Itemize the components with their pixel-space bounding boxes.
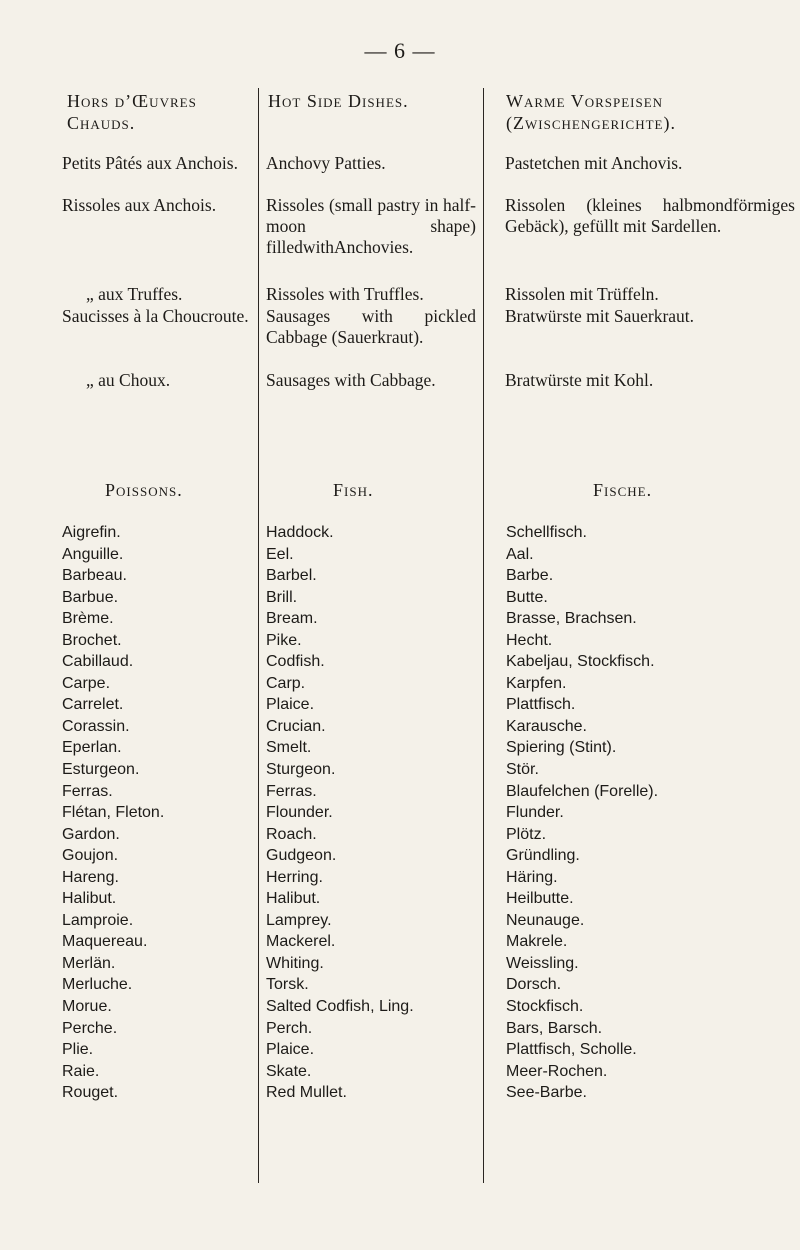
fish-french: Lamproie.: [62, 911, 134, 929]
fish-french: Barbue.: [62, 588, 119, 606]
fish-french: Merlän.: [62, 954, 116, 972]
fish-french: Ferras.: [62, 782, 113, 800]
dish-french: Petits Pâtés aux Anchois.: [62, 153, 238, 173]
fish-french: Barbeau.: [62, 567, 127, 585]
fish-english: Herring.: [266, 868, 323, 886]
column-divider: [258, 88, 259, 1183]
french-column-heading: Hors d’Œuvres Chauds.: [67, 91, 197, 133]
fish-french: Esturgeon.: [62, 761, 140, 779]
fish-french: Gardon.: [62, 825, 120, 843]
fish-german: Plattfisch, Scholle.: [506, 1041, 637, 1059]
fish-english: Gudgeon.: [266, 847, 337, 865]
fish-german: Dorsch.: [506, 976, 562, 994]
fish-english: Sturgeon.: [266, 761, 336, 779]
fish-german: Weissling.: [506, 954, 579, 972]
fish-french: Anguille.: [62, 545, 124, 563]
dish-english: Rissoles with Truffles.: [266, 284, 424, 304]
fish-english: Haddock.: [266, 524, 334, 541]
fish-french: Flétan, Fleton.: [62, 804, 165, 822]
fish-english: Halibut.: [266, 890, 321, 908]
dish-french: „ au Choux.: [86, 370, 171, 390]
fish-german: Kabeljau, Stockfisch.: [506, 653, 655, 671]
fish-heading-french: Poissons.: [105, 480, 183, 500]
fish-german: Schellfisch.: [506, 524, 587, 541]
fish-french: Plie.: [62, 1041, 94, 1059]
dish-english: Sausages with pickled Cabbage (Sauerkraut).: [266, 306, 476, 347]
fish-german: Stockfisch.: [506, 998, 584, 1016]
dish-german: Rissolen (kleines halbmondförmiges Gebäck), gefüllt mit Sardellen.: [505, 195, 795, 236]
fish-list-french: [62, 522, 254, 1104]
german-column-heading: Warme Vorspeisen (Zwischengerichte).: [506, 91, 676, 133]
fish-heading-german: Fische.: [593, 480, 653, 500]
fish-german: Barbe.: [506, 567, 554, 585]
fish-english: Perch.: [266, 1019, 313, 1037]
fish-french: Halibut.: [62, 890, 117, 908]
fish-german: Hecht.: [506, 631, 553, 649]
fish-english: Plaice.: [266, 696, 315, 714]
fish-french: Hareng.: [62, 868, 119, 886]
fish-list-german: [506, 522, 796, 1104]
fish-english: Skate.: [266, 1062, 312, 1080]
fish-french: Brème.: [62, 610, 114, 628]
fish-english: Salted Codfish, Ling.: [266, 998, 414, 1016]
fish-german: Butte.: [506, 588, 548, 606]
dish-english: Sausages with Cabbage.: [266, 370, 436, 390]
fish-english: Eel.: [266, 545, 294, 563]
fish-german: Brasse, Brachsen.: [506, 610, 637, 628]
fish-german: Flunder.: [506, 804, 564, 822]
fish-english: Flounder.: [266, 804, 333, 822]
dish-english: Rissoles (small pastry in half-moon shape) filledwithAnchovies.: [266, 195, 476, 257]
fish-german: Karausche.: [506, 717, 587, 735]
fish-french: Carrelet.: [62, 696, 124, 714]
fish-english: Torsk.: [266, 976, 309, 994]
fish-german: Makrele.: [506, 933, 568, 951]
dish-french: Saucisses à la Choucroute.: [62, 306, 249, 326]
fish-german: Heilbutte.: [506, 890, 574, 908]
fish-german: Spiering (Stint).: [506, 739, 617, 757]
fish-french: Carpe.: [62, 674, 111, 692]
fish-english: Smelt.: [266, 739, 312, 757]
fish-french: Goujon.: [62, 847, 119, 865]
fish-english: Brill.: [266, 588, 298, 606]
fish-english: Carp.: [266, 674, 306, 692]
fish-german: Meer-Rochen.: [506, 1062, 608, 1080]
english-column-heading: Hot Side Dishes.: [268, 91, 409, 111]
fish-english: Lamprey.: [266, 911, 332, 929]
dish-french: Rissoles aux Anchois.: [62, 195, 217, 215]
fish-german: Bars, Barsch.: [506, 1019, 603, 1037]
fish-english: Crucian.: [266, 717, 326, 735]
dish-german: Bratwürste mit Sauerkraut.: [505, 306, 695, 326]
dish-french: „ aux Truffes.: [86, 284, 183, 304]
dish-english: Anchovy Patties.: [266, 153, 386, 173]
fish-french: Maquereau.: [62, 933, 148, 951]
fish-english: Ferras.: [266, 782, 317, 800]
fish-english: Barbel.: [266, 567, 317, 585]
dish-german: Rissolen mit Trüffeln.: [505, 284, 659, 304]
fish-german: Gründling.: [506, 847, 580, 865]
fish-heading-english: Fish.: [333, 480, 374, 500]
fish-english: Bream.: [266, 610, 318, 628]
fish-english: Mackerel.: [266, 933, 336, 951]
dish-german: Pastetchen mit Anchovis.: [505, 153, 683, 173]
fish-german: Plötz.: [506, 825, 547, 843]
fish-german: Neunauge.: [506, 911, 585, 929]
fish-french: Merluche.: [62, 976, 133, 994]
fish-list-english: [266, 522, 476, 1104]
fish-german: Aal.: [506, 545, 534, 563]
fish-french: Corassin.: [62, 717, 130, 735]
fish-french: Morue.: [62, 998, 112, 1016]
fish-french: Eperlan.: [62, 739, 122, 757]
fish-german: Stör.: [506, 761, 539, 779]
fish-german: See-Barbe.: [506, 1084, 587, 1102]
fish-french: Aigrefin.: [62, 524, 121, 541]
dish-german: Bratwürste mit Kohl.: [505, 370, 654, 390]
fish-german: Häring.: [506, 868, 558, 886]
fish-english: Red Mullet.: [266, 1084, 347, 1102]
fish-french: Brochet.: [62, 631, 122, 649]
fish-english: Plaice.: [266, 1041, 315, 1059]
fish-french: Cabillaud.: [62, 653, 134, 671]
fish-english: Pike.: [266, 631, 302, 649]
fish-english: Codfish.: [266, 653, 325, 671]
fish-english: Whiting.: [266, 954, 324, 972]
fish-french: Raie.: [62, 1062, 100, 1080]
fish-german: Blaufelchen (Forelle).: [506, 782, 659, 800]
page-number: — 6 —: [364, 38, 436, 63]
fish-english: Roach.: [266, 825, 317, 843]
fish-french: Perche.: [62, 1019, 118, 1037]
fish-german: Karpfen.: [506, 674, 567, 692]
fish-french: Rouget.: [62, 1084, 119, 1102]
column-divider: [483, 88, 484, 1183]
fish-german: Plattfisch.: [506, 696, 576, 714]
